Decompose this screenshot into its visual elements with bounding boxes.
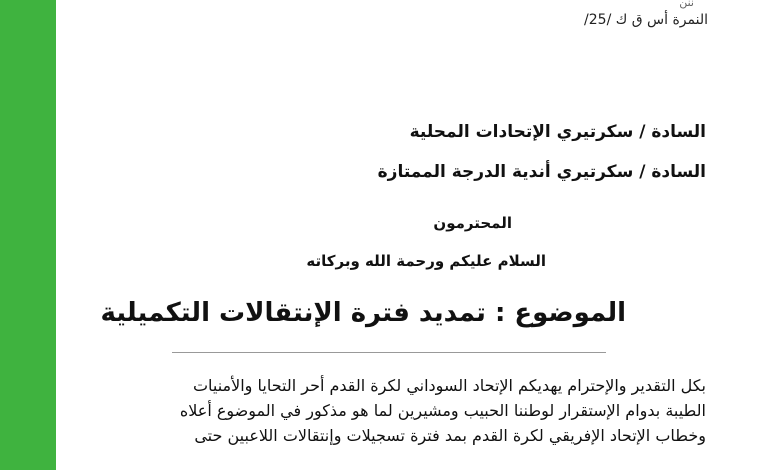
- subject-divider: [172, 352, 606, 353]
- greeting-line: السلام عليكم ورحمة الله وبركاته: [306, 252, 546, 270]
- body-line: بكل التقدير والإحترام يهديكم الإتحاد السوداني لكرة القدم أحر التحايا والأمنيات: [192, 376, 706, 395]
- side-green-bar: [0, 0, 56, 470]
- addressee-local-unions: السادة / سكرتيري الإتحادات المحلية: [409, 122, 706, 142]
- body-line: وخطاب الإتحاد الإفريقي لكرة القدم بمد فترة تسجيلات وإنتقالات اللاعبين حتى: [194, 426, 706, 445]
- body-line: الطيبة بدوام الإستقرار لوطننا الحبيب ومشيرين لما هو مذكور في الموضوع أعلاه: [179, 401, 706, 420]
- reference-number: النمرة أس ق ك /25/: [584, 12, 708, 28]
- subject-heading: الموضوع : تمديد فترة الإنتقالات التكميلية: [100, 298, 626, 328]
- top-faint-text: ننن: [679, 0, 694, 9]
- letter-body: [116, 373, 706, 448]
- respected-label: المحترمون: [433, 214, 512, 232]
- letter-page: [56, 0, 762, 470]
- addressee-premier-clubs: السادة / سكرتيري أندية الدرجة الممتازة: [377, 162, 706, 182]
